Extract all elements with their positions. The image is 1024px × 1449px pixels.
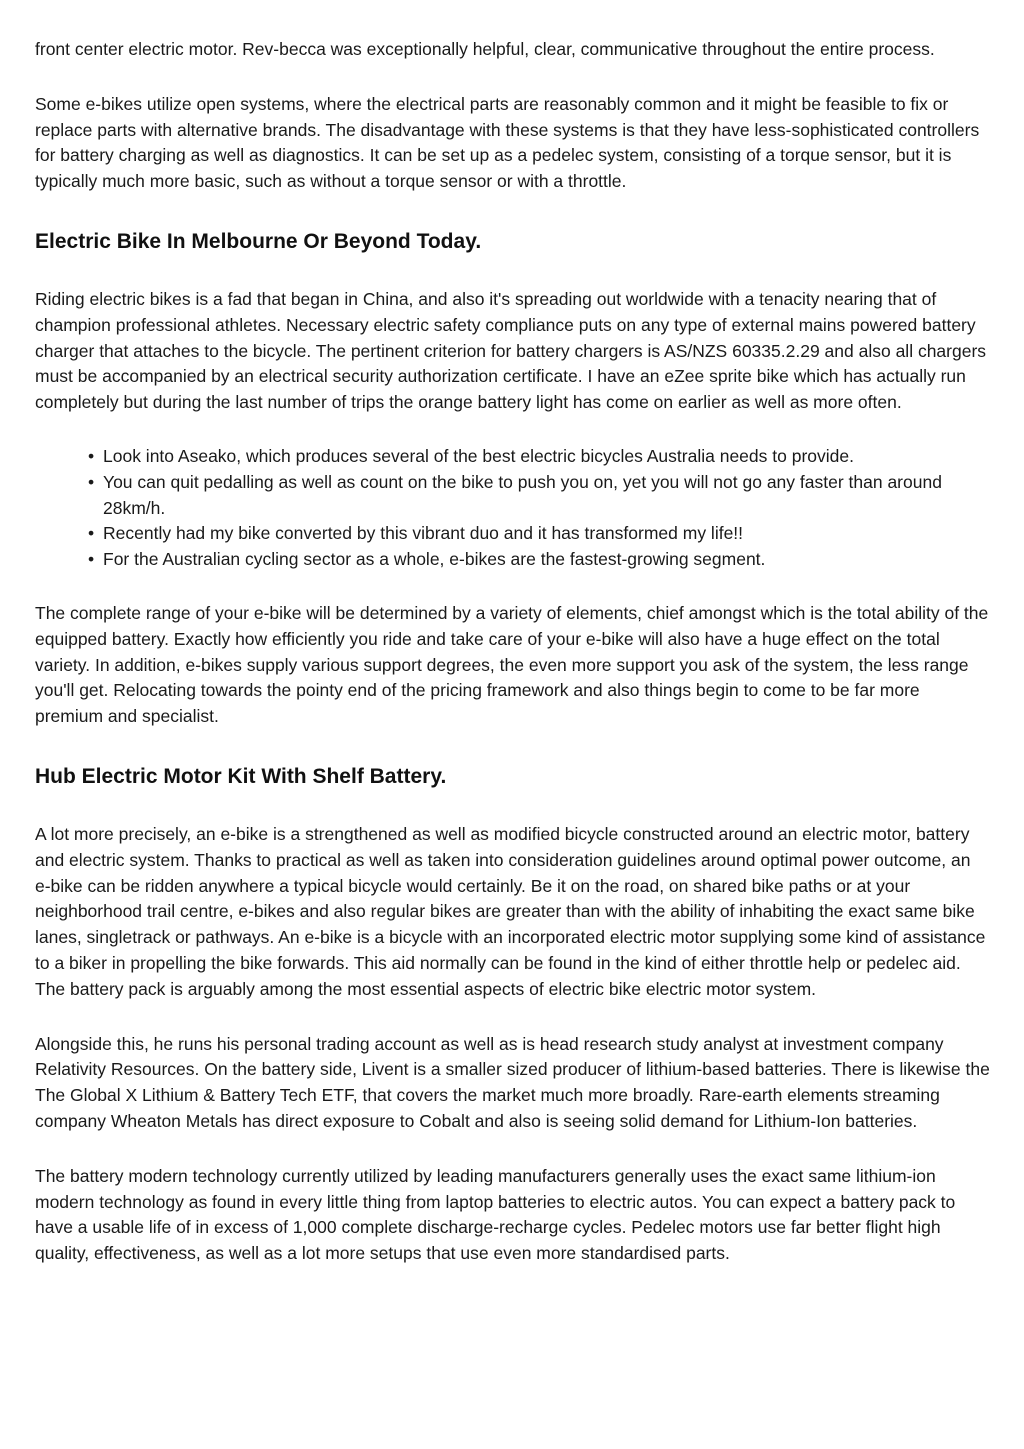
list-item-text: You can quit pedalling as well as count on the bike to push you on, yet you will not go any faster than around 28km/h. — [103, 471, 942, 518]
bullet-icon: • — [88, 471, 95, 492]
list-item — [88, 470, 990, 522]
list-item — [88, 547, 990, 573]
bullet-list — [35, 444, 990, 573]
paragraph-open-systems: Some e-bikes utilize open systems, where the electrical parts are reasonably common and it might be feasible to fix or replace parts with alternative brands. The disadvantage with these systems is that they have less-sophisticated controllers for battery charging as well as diagnostics. It can be set up as a pedelec system, consisting of a torque sensor, but it is typically much more basic, such as without a torque sensor or with a throttle. — [35, 93, 980, 192]
list-item-text: Look into Aseako, which produces several of the best electric bicycles Australia needs to provide. — [103, 445, 854, 466]
paragraph-battery-technology: The battery modern technology currently utilized by leading manufacturers generally uses the exact same lithium-ion modern technology as found in every little thing from laptop batteries to electric autos. You can expect a battery pack to have a usable life of in excess of 1,000 complete discharge-recharge cycles. Pedelec motors use far better flight high quality, effectiveness, as well as a lot more setups that use even more standardised parts. — [35, 1165, 956, 1264]
bullet-icon: • — [88, 445, 95, 466]
list-item — [88, 444, 990, 470]
paragraph-ebike-definition: A lot more precisely, an e-bike is a strengthened as well as modified bicycle constructed around an electric motor, battery and electric system. Thanks to practical as well as taken into consideration guidelines around optimal power outcome, an e-bike can be ridden anywhere a typical bicycle would certainly. Be it on the road, on shared bike paths or at your neighborhood trail centre, e-bikes and also regular bikes are greater than with the ability of inhabiting the exact same bike lanes, singletrack or pathways. An e-bike is a bicycle with an incorporated electric motor supplying some kind of assistance to a biker in propelling the bike forwards. This aid normally can be found in the kind of either throttle help or pedelec aid. The battery pack is arguably among the most essential aspects of electric bike electric motor system. — [35, 823, 986, 999]
list-item — [88, 521, 990, 547]
paragraph-riding-electric-bikes: Riding electric bikes is a fad that began in China, and also it's spreading out worldwide with a tenacity nearing that of champion professional athletes. Necessary electric safety compliance puts on any type of external mains powered battery charger that attaches to the bicycle. The pertinent criterion for battery chargers is AS/NZS 60335.2.29 and also all chargers must be accompanied by an electrical security authorization certificate. I have an eZee sprite bike which has actually run completely but during the last number of trips the orange battery light has come on earlier as well as more often. — [35, 288, 987, 413]
heading-hub-motor-kit: Hub Electric Motor Kit With Shelf Battery. — [35, 764, 447, 788]
paragraph-intro: front center electric motor. Rev-becca was exceptionally helpful, clear, communicative throughout the entire process. — [35, 39, 935, 59]
paragraph-trading-account: Alongside this, he runs his personal trading account as well as is head research study analyst at investment company Relativity Resources. On the battery side, Livent is a smaller sized producer of lithium-based batteries. There is likewise the The Global X Lithium & Battery Tech ETF, that covers the market much more broadly. Rare-earth elements streaming company Wheaton Metals has direct exposure to Cobalt and also is seeing solid demand for Lithium-Ion batteries. — [35, 1033, 990, 1131]
paragraph-complete-range: The complete range of your e-bike will be determined by a variety of elements, chief amongst which is the total ability of the equipped battery. Exactly how efficiently you ride and take care of your e-bike will also have a huge effect on the total variety. In addition, e-bikes supply various support degrees, the even more support you ask of the system, the less range you'll get. Relocating towards the pointy end of the pricing framework and also things begin to come to be far more premium and specialist. — [35, 602, 989, 727]
bullet-icon: • — [88, 523, 95, 544]
heading-electric-bike-melbourne: Electric Bike In Melbourne Or Beyond Today. — [35, 229, 482, 253]
list-item-text: Recently had my bike converted by this vibrant duo and it has transformed my life!! — [103, 523, 744, 544]
bullet-icon: • — [88, 549, 95, 570]
list-item-text: For the Australian cycling sector as a whole, e-bikes are the fastest-growing segment. — [103, 549, 766, 570]
